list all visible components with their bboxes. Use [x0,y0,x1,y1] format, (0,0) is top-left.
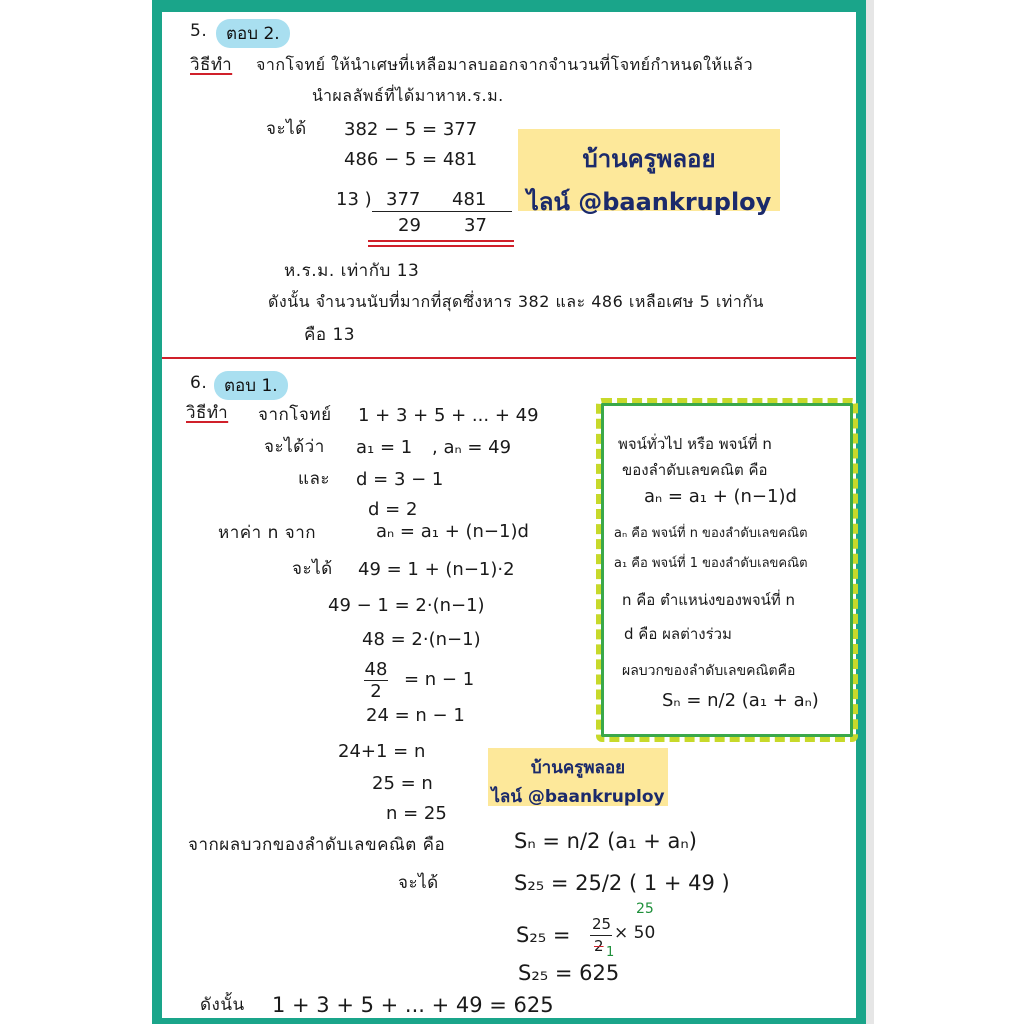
q5-quotient-a: 29 [398,215,421,236]
q5-divisor: 13 ) [336,189,372,210]
q6-final-label: ดังนั้น [200,995,245,1015]
q5-method-label: วิธีทำ [190,55,233,75]
q6-answer-badge: ตอบ 1. [214,371,288,400]
q5-division-line [372,211,512,212]
box-def1: aₙ คือ พจน์ที่ n ของลำดับเลขคณิต [614,526,808,541]
box-def3: n คือ ตำแหน่งของพจน์ที่ n [622,591,796,609]
q6-step4-rhs: = n − 1 [404,669,475,690]
brand-watermark-bottom [488,748,668,806]
q6-sum-step2-denominator: 2 [594,937,604,955]
brand-name: บ้านครูพลอย [582,145,716,173]
section-divider [162,357,856,359]
q6-sum-label: จากผลบวกของลำดับเลขคณิต คือ [188,835,446,855]
q6-formula-an: aₙ = a₁ + (n−1)d [376,521,529,542]
q6-an: , aₙ = 49 [432,437,512,458]
q5-quotient-b: 37 [464,215,487,236]
q6-sum-step1: S₂₅ = 25/2 ( 1 + 49 ) [514,871,730,895]
q5-get-label: จะได้ [266,119,307,139]
q6-sum-step2-mul: × 50 [614,923,656,943]
box-def4: d คือ ผลต่างร่วม [624,625,732,643]
q5-underline-2 [368,245,514,247]
page-shadow [866,0,874,1024]
q6-sum-formula: Sₙ = n/2 (a₁ + aₙ) [514,829,697,853]
page-frame-bottom [152,1018,866,1024]
q5-method-line2: นำผลลัพธ์ที่ได้มาหาห.ร.ม. [312,86,504,105]
q6-step7: 25 = n [372,773,433,794]
q6-step5: 24 = n − 1 [366,705,465,726]
q6-sum-step2-bar [590,935,612,936]
q6-step3: 48 = 2·(n−1) [362,629,481,650]
q6-series: 1 + 3 + 5 + ... + 49 [358,405,539,426]
q6-step8: n = 25 [386,803,447,824]
box-sum-formula: Sₙ = n/2 (a₁ + aₙ) [662,690,819,711]
q5-dividend-a: 377 [386,189,421,210]
box-sum-label: ผลบวกของลำดับเลขคณิตคือ [622,663,796,679]
q6-from-label: จากโจทย์ [258,405,332,425]
q5-dividend-b: 481 [452,189,487,210]
box-formula: aₙ = a₁ + (n−1)d [644,486,797,507]
q5-gcd-line: ห.ร.ม. เท่ากับ 13 [284,261,420,281]
box-line1: พจน์ทั่วไป หรือ พจน์ที่ n [618,435,772,453]
q6-get-that: จะได้ว่า [264,437,325,457]
brand-name-small: บ้านครูพลอย [530,758,626,778]
q5-number: 5. [190,21,208,41]
q5-eq1: 382 − 5 = 377 [344,119,478,140]
q6-get-label2: จะได้ [398,873,439,893]
q6-sum-step2-numerator: 25 [592,915,612,933]
brand-line: ไลน์ @baankruploy [526,188,772,216]
q6-and-label: และ [298,469,331,489]
page-frame-left [152,0,162,1024]
brand-watermark-top [518,129,780,216]
q5-underline-1 [368,240,514,242]
box-def2: a₁ คือ พจน์ที่ 1 ของลำดับเลขคณิต [614,556,808,571]
q6-find-n: หาค่า n จาก [218,523,317,543]
q6-sum-step3: S₂₅ = 625 [518,961,620,985]
q5-eq2: 486 − 5 = 481 [344,149,478,170]
q6-final: 1 + 3 + 5 + ... + 49 = 625 [272,993,554,1017]
q6-get-label: จะได้ [292,559,333,579]
q6-step4-denominator: 2 [370,681,382,702]
q6-d2: d = 2 [368,499,418,520]
q5-answer-badge: ตอบ 2. [216,19,290,48]
q5-conclusion-line1: ดังนั้น จำนวนนับที่มากที่สุดซึ่งหาร 382 และ 486 เหลือเศษ 5 เท่ากัน [268,292,764,311]
q6-step6: 24+1 = n [338,741,426,762]
q5-conclusion-line2: คือ 13 [304,325,356,345]
q6-a1: a₁ = 1 [356,437,413,458]
q5-method-line1: จากโจทย์ ให้นำเศษที่เหลือมาลบออกจากจำนวนที่โจทย์กำหนดให้แล้ว [256,55,754,74]
brand-line-small: ไลน์ @baankruploy [491,787,665,807]
q6-sum-step2-denominator-cancel: 1 [606,945,615,960]
q6-sum-step2-cancel: 25 [636,901,654,917]
q6-step2: 49 − 1 = 2·(n−1) [328,595,485,616]
q6-number: 6. [190,373,208,393]
box-line2: ของลำดับเลขคณิต คือ [622,461,768,479]
q6-d1: d = 3 − 1 [356,469,444,490]
q6-sum-step2-lhs: S₂₅ = [516,923,571,947]
q6-step1: 49 = 1 + (n−1)·2 [358,559,515,580]
page-frame-top [152,0,866,12]
q6-method-label: วิธีทำ [186,403,229,423]
q6-step4-numerator: 48 [364,659,388,680]
